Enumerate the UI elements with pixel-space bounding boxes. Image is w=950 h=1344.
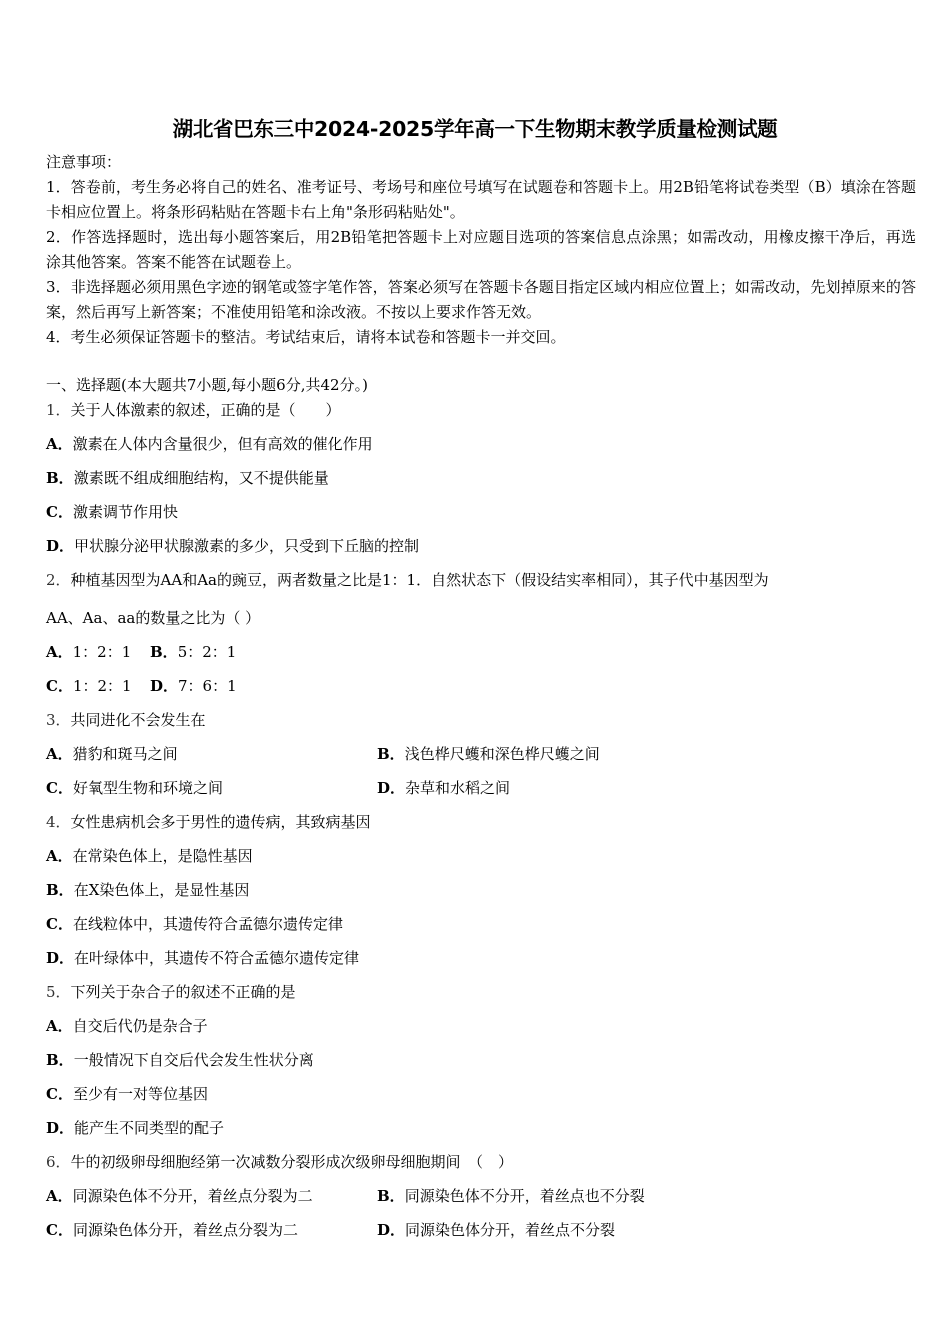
option-label: B． <box>46 1051 74 1069</box>
option-text: 激素在人体内含量很少，但有高效的催化作用 <box>72 435 373 453</box>
option-text: 在常染色体上，是隐性基因 <box>72 847 253 865</box>
option-text: 同源染色体不分开，着丝点分裂为二 <box>72 1187 313 1205</box>
option-3d <box>377 777 510 798</box>
question-number: 2． <box>46 571 71 589</box>
section-heading: 一、选择题(本大题共7小题,每小题6分,共42分。) <box>46 376 368 394</box>
option-5c <box>46 1083 208 1104</box>
option-label: A． <box>46 1187 73 1205</box>
question-2 <box>46 569 769 590</box>
question-number: 3． <box>46 711 71 729</box>
option-text: 同源染色体分开，着丝点不分裂 <box>405 1221 616 1239</box>
option-label: A． <box>46 745 73 763</box>
option-label: A． <box>46 643 73 661</box>
option-4d <box>46 947 359 968</box>
option-label: B． <box>46 881 74 899</box>
option-text: 甲状腺分泌甲状腺激素的多少，只受到下丘脑的控制 <box>74 537 420 555</box>
note-item: 3．非选择题必须用黑色字迹的钢笔或签字笔作答，答案必须写在答题卡各题目指定区域内相应位置上；如需改动，先划掉原来的答案，然后再写上新答案；不准使用铅笔和涂改液。不按以上要求作答无效。 <box>46 278 916 321</box>
option-3a <box>46 743 178 764</box>
option-label: C． <box>46 1085 73 1103</box>
question-number: 4． <box>46 813 71 831</box>
question-text: 牛的初级卵母细胞经第一次减数分裂形成次级卵母细胞期间 （ ） <box>70 1153 514 1171</box>
question-6 <box>46 1151 513 1172</box>
option-label: C． <box>46 915 73 933</box>
option-1c <box>46 501 178 522</box>
option-label: C． <box>46 779 73 797</box>
option-text: 激素既不组成细胞结构，又不提供能量 <box>73 469 329 487</box>
question-text: 共同进化不会发生在 <box>70 711 206 729</box>
option-6a <box>46 1185 313 1206</box>
page-title: 湖北省巴东三中2024-2025学年高一下生物期末教学质量检测试题 <box>172 117 778 141</box>
option-1a <box>46 433 373 454</box>
option-label: D． <box>377 779 406 797</box>
option-text: 一般情况下自交后代会发生性状分离 <box>73 1051 314 1069</box>
option-text: 至少有一对等位基因 <box>72 1085 208 1103</box>
option-text: 5：2：1 <box>177 643 237 661</box>
option-label: C． <box>46 1221 73 1239</box>
option-label: B． <box>46 469 74 487</box>
option-label: C． <box>46 503 73 521</box>
question-3 <box>46 709 206 730</box>
option-6c <box>46 1219 298 1240</box>
option-label: B． <box>150 643 178 661</box>
option-text: 猎豹和斑马之间 <box>72 745 178 763</box>
question-2-continued <box>46 607 260 628</box>
option-text: 1：2：1 <box>72 643 132 661</box>
question-5 <box>46 981 296 1002</box>
option-2d <box>150 675 237 696</box>
question-1 <box>46 399 341 420</box>
option-text: 能产生不同类型的配子 <box>74 1119 225 1137</box>
option-text: 1：2：1 <box>72 677 132 695</box>
option-4a <box>46 845 253 866</box>
option-1d <box>46 535 419 556</box>
option-text: 在X染色体上，是显性基因 <box>73 881 250 899</box>
option-label: C． <box>46 677 73 695</box>
option-2b <box>150 641 236 662</box>
option-label: D． <box>46 1119 75 1137</box>
question-number: 5． <box>46 983 71 1001</box>
option-5b <box>46 1049 314 1070</box>
option-text: 同源染色体分开，着丝点分裂为二 <box>72 1221 298 1239</box>
question-number: 1． <box>46 401 71 419</box>
option-text: 同源染色体不分开，着丝点也不分裂 <box>404 1187 645 1205</box>
option-text: 好氧型生物和环境之间 <box>72 779 223 797</box>
option-5a <box>46 1015 208 1036</box>
option-4b <box>46 879 249 900</box>
option-4c <box>46 913 343 934</box>
option-1b <box>46 467 329 488</box>
option-label: B． <box>377 1187 405 1205</box>
option-label: D． <box>377 1221 406 1239</box>
note-item: 4．考生必须保证答题卡的整洁。考试结束后，请将本试卷和答题卡一并交回。 <box>46 328 566 346</box>
option-label: D． <box>46 537 75 555</box>
option-5d <box>46 1117 224 1138</box>
option-text: 在线粒体中，其遗传符合孟德尔遗传定律 <box>72 915 343 933</box>
option-text: 自交后代仍是杂合子 <box>72 1017 208 1035</box>
option-label: A． <box>46 1017 73 1035</box>
option-3c <box>46 777 223 798</box>
note-item: 1．答卷前，考生务必将自己的姓名、准考证号、考场号和座位号填写在试题卷和答题卡上。用2B铅笔将试卷类型（B）填涂在答题卡相应位置上。将条形码粘贴在答题卡右上角"条形码粘贴处"。 <box>46 178 916 221</box>
question-text: AA、Aa、aa的数量之比为（ ） <box>46 609 261 627</box>
question-4 <box>46 811 371 832</box>
option-2c <box>46 675 132 696</box>
option-3b <box>377 743 600 764</box>
option-text: 7：6：1 <box>178 677 237 695</box>
option-text: 浅色桦尺蠖和深色桦尺蠖之间 <box>404 745 600 763</box>
notes-block <box>46 150 916 350</box>
option-text: 激素调节作用快 <box>72 503 178 521</box>
option-6d <box>377 1219 615 1240</box>
question-text: 女性患病机会多于男性的遗传病，其致病基因 <box>70 813 371 831</box>
notes-heading: 注意事项： <box>46 153 122 171</box>
question-number: 6． <box>46 1153 71 1171</box>
option-text: 在叶绿体中，其遗传不符合孟德尔遗传定律 <box>74 949 360 967</box>
option-label: D． <box>150 677 179 695</box>
option-2a <box>46 641 131 662</box>
option-label: A． <box>46 435 73 453</box>
note-item: 2．作答选择题时，选出每小题答案后，用2B铅笔把答题卡上对应题目选项的答案信息点涂黑；如需改动，用橡皮擦干净后，再选涂其他答案。答案不能答在试题卷上。 <box>46 228 916 271</box>
question-text: 关于人体激素的叙述，正确的是（ ） <box>70 401 341 419</box>
question-text: 下列关于杂合子的叙述不正确的是 <box>70 983 296 1001</box>
option-6b <box>377 1185 645 1206</box>
question-text: 种植基因型为AA和Aa的豌豆，两者数量之比是1：1．自然状态下（假设结实率相同），其子代中基因型为 <box>70 571 769 589</box>
option-label: A． <box>46 847 73 865</box>
option-label: B． <box>377 745 405 763</box>
option-text: 杂草和水稻之间 <box>405 779 511 797</box>
option-label: D． <box>46 949 75 967</box>
